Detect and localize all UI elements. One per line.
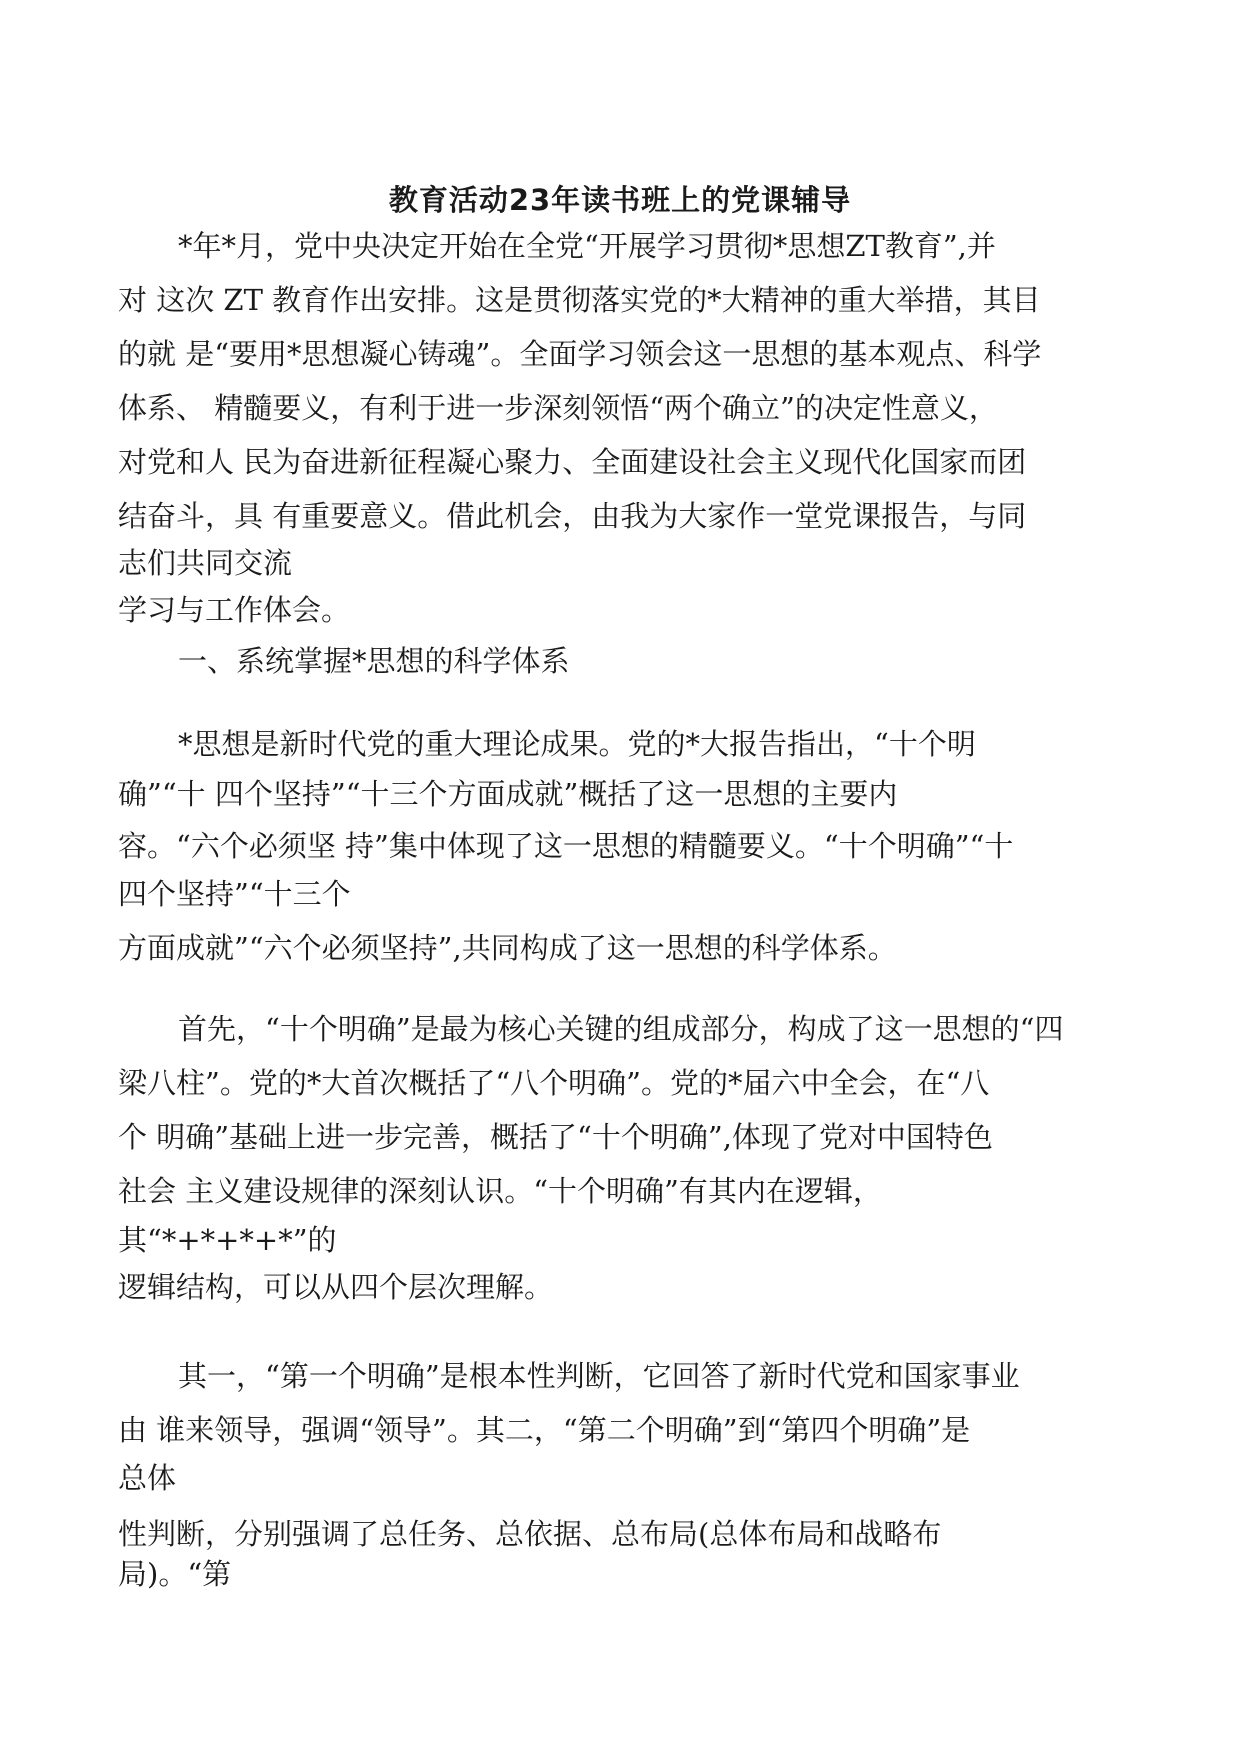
text-line: 社会 主义建设规律的深刻认识。“十个明确”有其内在逻辑， — [118, 1174, 882, 1208]
text-line: 的就 是“要用*思想凝心铸魂”。全面学习领会这一思想的基本观点、科学 — [118, 337, 1042, 371]
text-line: 学习与工作体会。 — [118, 593, 351, 627]
text-line: 对 这次 ZT 教育作出安排。这是贯彻落实党的*大精神的重大举措，其目 — [118, 283, 1041, 317]
text-line: 志们共同交流 — [118, 546, 293, 580]
text-line: 对党和人 民为奋进新征程凝心聚力、全面建设社会主义现代化国家而团 — [118, 445, 1027, 479]
text-line: 总体 — [118, 1461, 177, 1495]
text-line: 由 谁来领导，强调“领导”。其二，“第二个明确”到“第四个明确”是 — [118, 1413, 971, 1447]
text-line: 个 明确”基础上进一步完善，概括了“十个明确”,体现了党对中国特色 — [118, 1120, 993, 1154]
text-line: 其“*+*+*+*”的 — [118, 1223, 337, 1257]
text-line: *年*月，党中央决定开始在全党“开展学习贯彻*思想ZT教育”,并 — [178, 229, 996, 263]
document-title: 教育活动23年读书班上的党课辅导 — [388, 183, 852, 217]
text-line: 逻辑结构，可以从四个层次理解。 — [118, 1270, 554, 1304]
text-line: 局)。“第 — [118, 1557, 232, 1591]
text-line: 结奋斗，具 有重要意义。借此机会，由我为大家作一堂党课报告，与同 — [118, 499, 1027, 533]
text-line: 首先，“十个明确”是最为核心关键的组成部分，构成了这一思想的“四 — [178, 1012, 1064, 1046]
text-line: 确”“十 四个坚持”“十三个方面成就”概括了这一思想的主要内 — [118, 777, 898, 811]
section-heading-text: 一、系统掌握*思想的科学体系 — [178, 644, 570, 678]
text-line: 梁八柱”。党的*大首次概括了“八个明确”。党的*届六中全会，在“八 — [118, 1066, 990, 1100]
text-line: 其一，“第一个明确”是根本性判断，它回答了新时代党和国家事业 — [178, 1359, 1020, 1393]
text-line: 体系、 精髓要义，有利于进一步深刻领悟“两个确立”的决定性意义， — [118, 391, 998, 425]
text-line: 四个坚持”“十三个 — [118, 877, 351, 911]
text-line: 容。“六个必须坚 持”集中体现了这一思想的精髓要义。“十个明确”“十 — [118, 829, 1014, 863]
text-line: *思想是新时代党的重大理论成果。党的*大报告指出，“十个明 — [178, 727, 976, 761]
text-line: 方面成就”“六个必须坚持”,共同构成了这一思想的科学体系。 — [118, 931, 897, 965]
text-line: 性判断，分别强调了总任务、总依据、总布局(总体布局和战略布 — [118, 1517, 942, 1551]
